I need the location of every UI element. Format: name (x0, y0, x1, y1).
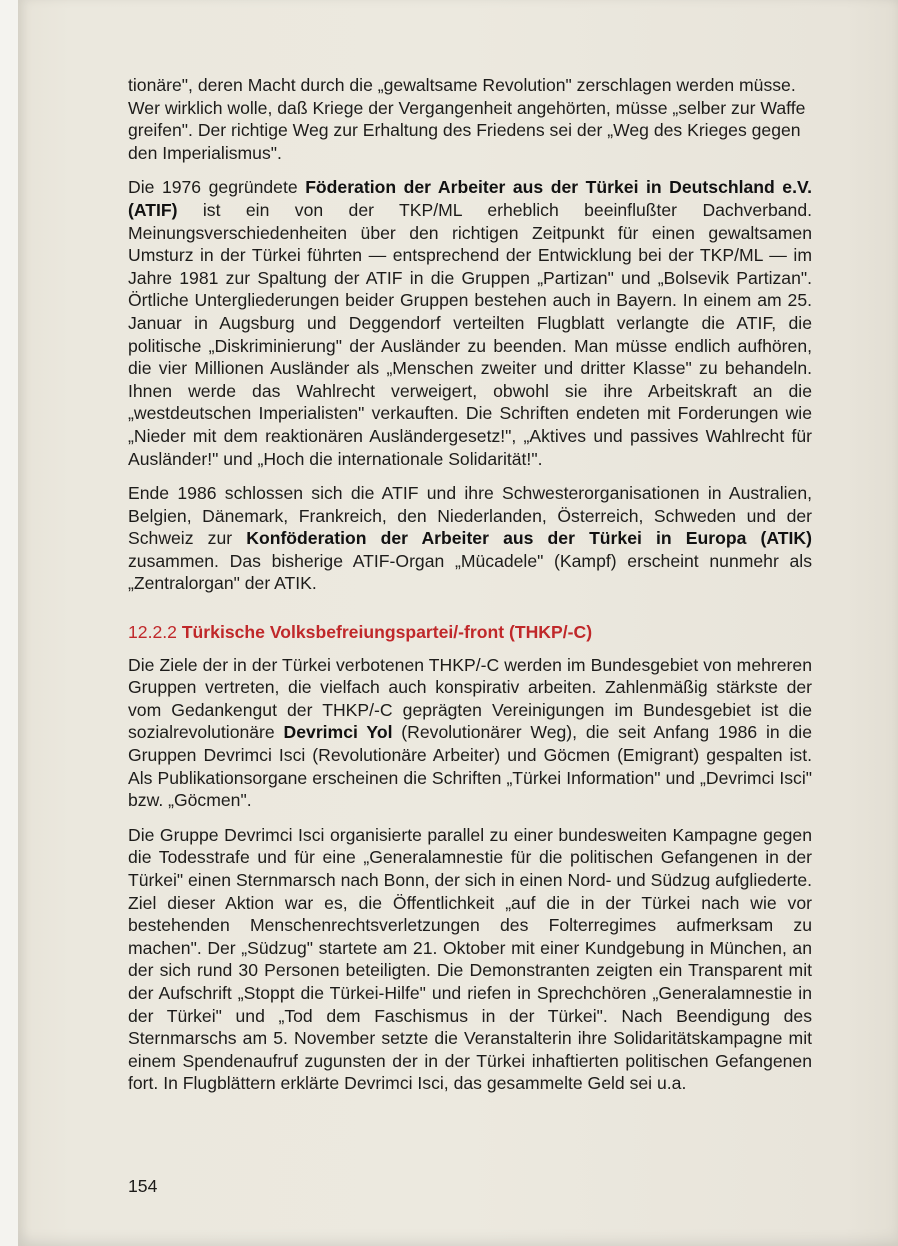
org-name-atik: Konföderation der Arbeiter aus der Türkei in Europa (ATIK) (246, 528, 812, 549)
paragraph-atik-body: zusammen. Das bisherige ATIF-Organ „Mücadele" (Kampf) erscheint nunmehr als „Zentralorgan" der ATIK. (128, 550, 812, 594)
paragraph-thkp (128, 654, 812, 812)
paragraph-atif (128, 176, 812, 470)
page-edge (0, 0, 18, 1246)
paragraph-atif-body: ist ein von der TKP/ML erheblich beeinflußter Dachverband. Meinungsverschiedenheiten über den richtigen Zeitpunkt für einen gewaltsamen Umsturz in der Türkei führten — entsprechend der Entwicklung bei der TKP/ML — im Jahre 1981 zur Spaltung der ATIF in die Gruppen „Partizan" und „Bolsevik Partizan". Örtliche Untergliederungen beider Gruppen bestehen auch in Bayern. In einem am 25. Januar in Augsburg und Deggendorf verteilten Flugblatt verlangte die ATIF, die politische „Diskriminierung" der Ausländer zu beenden. Man müsse endlich aufhören, die vier Millionen Ausländer als „Menschen zweiter und dritter Klasse" zu behandeln. Ihnen werde das Wahlrecht verweigert, obwohl sie ihre Arbeitskraft an die „westdeutschen Imperialisten" verkauften. Die Schriften endeten mit Forderungen wie „Nieder mit dem reaktionären Ausländergesetz!", „Aktives und passives Wahlrecht für Ausländer!" und „Hoch die internationale Solidarität!". (128, 199, 812, 469)
section-title: Türkische Volksbefreiungspartei/-front (THKP/-C) (181, 622, 593, 643)
paragraph-atik-intro: Ende 1986 schlossen sich die ATIF und ihre Schwesterorganisationen in Australien, Belgien, Dänemark, Frankreich, den Niederlanden, Österreich, Schweden und der Schweiz zur (128, 483, 812, 549)
paragraph-1-text: tionäre", deren Macht durch die „gewaltsame Revolution" zerschlagen werden müsse. Wer wirklich wolle, daß Kriege der Vergangenheit angehörten, müsse „selber zur Waffe greifen". Der richtige Weg zur Erhaltung des Friedens sei der „Weg des Krieges gegen den Imperialismus". (128, 75, 806, 163)
paragraph-1 (128, 74, 812, 164)
org-name-atif: Föderation der Arbeiter aus der Türkei in Deutschland e.V. (ATIF) (128, 177, 812, 220)
paragraph-thkp-body: (Revolutionärer Weg), die seit Anfang 1986 in die Gruppen Devrimci Isci (Revolutionäre Arbeiter) und Göcmen (Emigrant) gespalten ist. Als Publikationsorgane erscheinen die Schriften „Türkei Information" und „Devrimci Isci" bzw. „Göcmen". (128, 722, 813, 811)
section-number: 12.2.2 (128, 622, 177, 643)
paragraph-devrimci-isci-text: Die Gruppe Devrimci Isci organisierte parallel zu einer bundesweiten Kampagne gegen die Todesstrafe und für eine „Generalamnestie für die politischen Gefangenen in der Türkei" einen Sternmarsch nach Bonn, der sich in einen Nord- und Südzug aufgliederte. Ziel dieser Aktion war es, die Öffentlichkeit „auf die in der Türkei nach wie vor bestehenden Menschenrechtsverletzungen des Folterregimes aufmerksam zu machen". Der „Südzug" startete am 21. Oktober mit einer Kundgebung in München, an der sich rund 30 Personen beteiligten. Die Demonstranten zeigten ein Transparent mit der Aufschrift „Stoppt die Türkei-Hilfe" und riefen in Sprechchören „Generalamnestie in der Türkei" und „Tod dem Faschismus in der Türkei". Nach Beendigung des Sternmarschs am 5. November setzte die Veranstalterin ihre Solidaritätskampagne mit einem Spendenaufruf zugunsten der in der Türkei inhaftierten politischen Gefangenen fort. In Flugblättern erklärte Devrimci Isci, das gesammelte Geld sei u.a. (128, 824, 812, 1094)
paragraph-atik (128, 482, 812, 595)
paragraph-devrimci-isci (128, 824, 812, 1095)
section-heading (128, 621, 812, 644)
paragraph-atif-intro: Die 1976 gegründete (128, 177, 306, 198)
page-number: 154 (128, 1176, 158, 1196)
paragraph-thkp-intro: Die Ziele der in der Türkei verbotenen THKP/-C werden im Bundesgebiet von mehreren Gruppen vertreten, die vielfach auch konspirativ arbeiten. Zahlenmäßig stärkste der vom Gedankengut der THKP/-C geprägten Vereinigungen im Bundesgebiet ist die sozialrevolutionäre (128, 654, 812, 743)
org-name-devrimci-yol: Devrimci Yol (283, 722, 393, 743)
document-body (128, 74, 812, 1107)
